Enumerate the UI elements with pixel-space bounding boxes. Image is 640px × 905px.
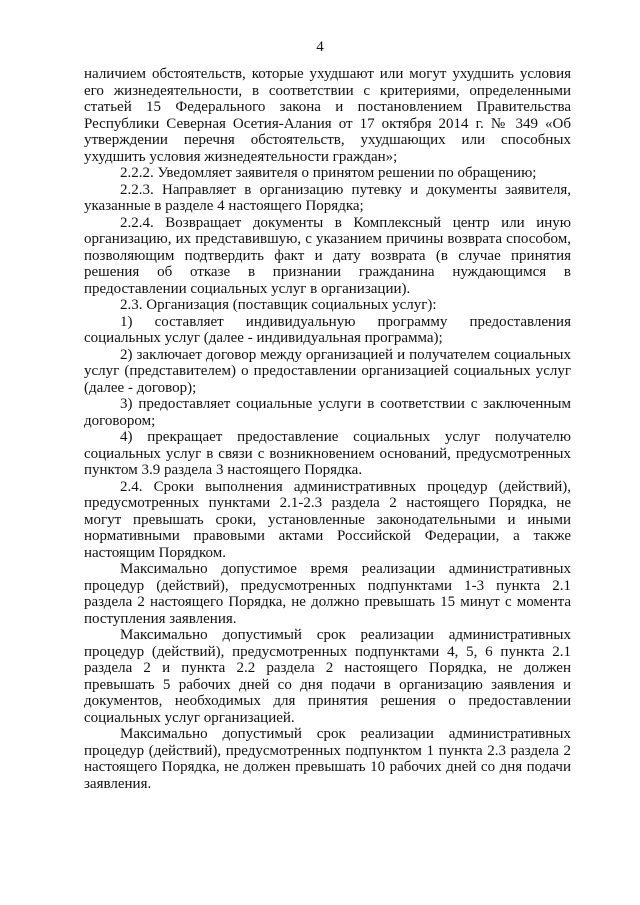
list-item-1: 1) составляет индивидуальную программу предоставления социальных услуг (далее - индивидуальная программа); bbox=[84, 313, 571, 346]
list-item-4: 4) прекращает предоставление социальных услуг получателю социальных услуг в связи с возникновением оснований, предусмотренных пунктом 3.9 раздела 3 настоящего Порядка. bbox=[84, 429, 571, 478]
paragraph-2-3: 2.3. Организация (поставщик социальных услуг): bbox=[120, 297, 437, 313]
list-item-2: 2) заключает договор между организацией и получателем социальных услуг (представителем) о предоставлении организацией социальных услуг (далее - договор); bbox=[84, 346, 571, 396]
list-item-3: 3) предоставляет социальные услуги в соответствии с заключенным договором; bbox=[84, 396, 571, 429]
document-body bbox=[84, 66, 571, 792]
paragraph-time-limit-10-days: Максимально допустимый срок реализации административных процедур (действий), предусмотренных подпунктом 1 пункта 2.3 раздела 2 настоящего Порядка, не должен превышать 10 рабочих дней со дня подачи заявления. bbox=[84, 726, 571, 792]
paragraph-2-2-2: 2.2.2. Уведомляет заявителя о принятом решении по обращению; bbox=[120, 165, 537, 181]
paragraph-2-2-4: 2.2.4. Возвращает документы в Комплексный центр или иную организацию, их представившую, с указанием причины возврата способом, позволяющим подтвердить факт и дату возврата (в случае принятия решения об отказе в признании гражданина нуждающимся в предоставлении социальных услуг в организации). bbox=[84, 214, 571, 297]
page-number: 4 bbox=[316, 39, 324, 55]
paragraph-time-limit-5-days: Максимально допустимый срок реализации административных процедур (действий), предусмотренных подпунктами 4, 5, 6 пункта 2.1 раздела 2 и пункта 2.2 раздела 2 настоящего Порядка, не должен превышать 5 рабочих дней со дня подачи в организацию заявления и документов, необходимых для принятия решения о предоставлении социальных услуг организацией. bbox=[84, 627, 571, 726]
paragraph-continuation: наличием обстоятельств, которые ухудшают или могут ухудшить условия его жизнедеятельности, в соответствии с критериями, определенными статьей 15 Федерального закона и постановлением Правительства Республики Северная Осетия-Алания от 17 октября 2014 г. № 349 «Об утверждении перечня обстоятельств, ухудшающих или способных ухудшить условия жизнедеятельности граждан»; bbox=[84, 66, 571, 165]
paragraph-time-limit-15-minutes: Максимально допустимое время реализации административных процедур (действий), предусмотренных подпунктами 1-3 пункта 2.1 раздела 2 настоящего Порядка, не должно превышать 15 минут с момента поступления заявления. bbox=[84, 561, 571, 627]
paragraph-2-4: 2.4. Сроки выполнения административных процедур (действий), предусмотренных пунктами 2.1-2.3 раздела 2 настоящего Порядка, не могут превышать сроки, установленные законодательными и иными нормативными правовыми актами Российской Федерации, а также настоящим Порядком. bbox=[84, 478, 571, 561]
paragraph-2-2-3: 2.2.3. Направляет в организацию путевку и документы заявителя, указанные в разделе 4 настоящего Порядка; bbox=[84, 181, 571, 214]
